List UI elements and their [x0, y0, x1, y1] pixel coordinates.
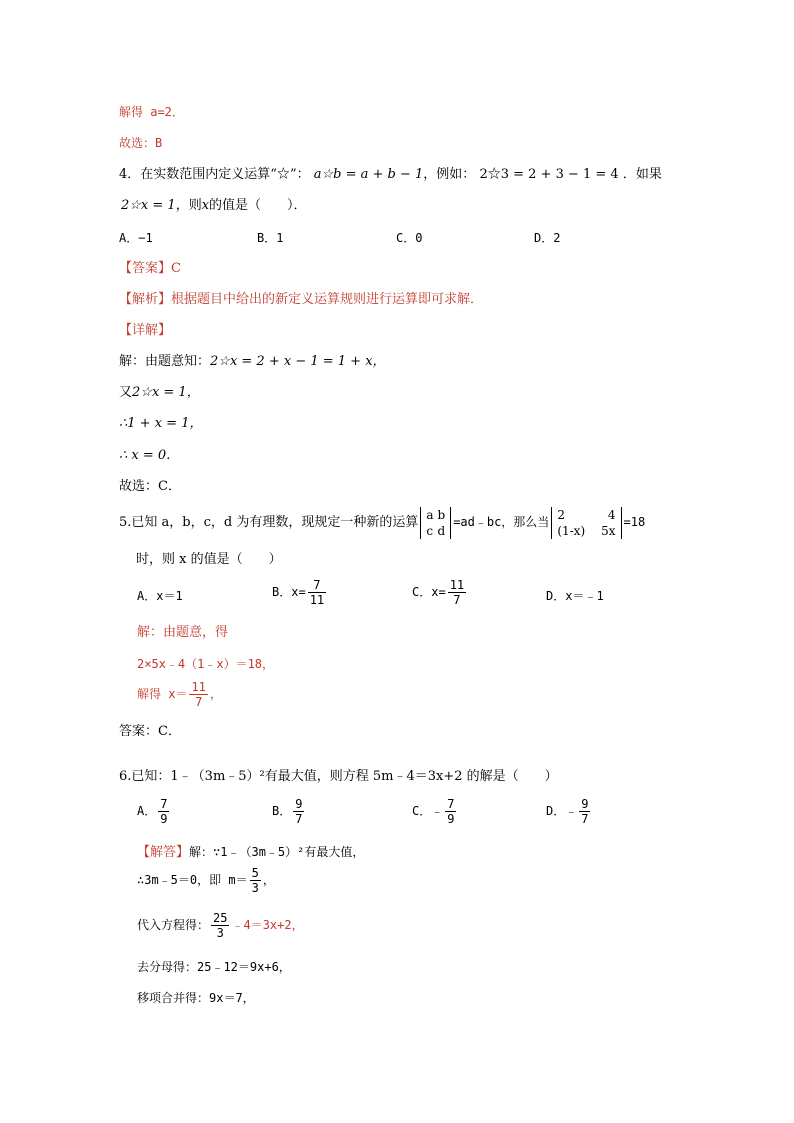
- q4-var-x: x: [201, 198, 210, 213]
- q6-sol-3: [137, 911, 304, 940]
- prev-pick-line: [119, 134, 162, 153]
- q4-definition: a☆b = a + b − 1: [313, 167, 424, 182]
- q6-option-b-fraction: [293, 797, 304, 826]
- q4-step-1-label: 解：由题意知：: [119, 354, 211, 369]
- q6-option-c-fraction: [445, 797, 456, 826]
- q4-answer: 【答案】C: [119, 261, 181, 276]
- prev-pick: 故选：B: [119, 136, 163, 150]
- q5-option-b-den: 11: [309, 593, 325, 607]
- q5-sol-1: 解：由题意，得: [137, 625, 229, 640]
- q4-stem-b: ”：: [289, 167, 310, 182]
- q6-sol-1: 解：∵1﹣（3m﹣5）²有最大值，: [189, 845, 365, 859]
- det1-d: d: [437, 523, 446, 538]
- q5-sol-3-label: 解得 x＝: [137, 687, 188, 701]
- q5-stem-b: =ad﹣bc，那么当: [453, 515, 550, 529]
- det2-d: 5x: [601, 523, 616, 538]
- q6-option-c-den: 9: [447, 812, 455, 826]
- det2-b: 4: [607, 507, 616, 522]
- q4-ask-a: ，则: [175, 198, 202, 213]
- q5-option-d: D．x＝﹣1: [546, 589, 604, 603]
- prev-solve-line: [119, 103, 184, 122]
- q4-example-label: ，例如：: [423, 167, 476, 182]
- q6-sol-2-fraction: [250, 866, 261, 895]
- q6-sol-1-line: [137, 843, 364, 862]
- q6-option-b-num: 9: [295, 797, 303, 811]
- q6-option-d-label: D．﹣: [546, 804, 578, 818]
- det2-c: (1-x): [557, 523, 586, 538]
- q4-stem-2: [121, 197, 307, 215]
- q5-stem-a: 5.已知 a，b，c，d 为有理数，现规定一种新的运算: [119, 515, 419, 530]
- star-symbol: ☆: [276, 167, 290, 182]
- q6-sol-5-text: 移项合并得：9x＝7，: [137, 991, 255, 1005]
- q6-option-d-fraction: [579, 797, 590, 826]
- q5-sol-3-num: 11: [191, 680, 206, 694]
- q4-step-1-math: 2☆x = 2 + x − 1 = 1 + x，: [210, 354, 386, 369]
- q6-option-d: [546, 797, 592, 826]
- q4-option-c: C．0: [396, 231, 423, 245]
- q4-detail-title: 【详解】: [119, 323, 172, 338]
- q5-option-b-fraction: [308, 578, 326, 607]
- q6-sol-5: [137, 989, 255, 1007]
- q5-sol-3: [137, 680, 222, 709]
- q4-option-b: B．1: [257, 231, 284, 245]
- q6-option-c: [412, 797, 458, 826]
- q4-step-2-label: 又: [119, 385, 133, 400]
- q5-stem-d: 时，则 x 的值是（ ）: [136, 552, 282, 567]
- q4-example-tail: ．如果: [622, 167, 662, 182]
- q6-sol-2-label: ∴3m﹣5＝0，即 m＝: [137, 873, 248, 887]
- q5-answer: 答案：C．: [119, 724, 181, 739]
- q4-step-1: [119, 353, 386, 371]
- q4-analysis: 【解析】根据题目中给出的新定义运算规则进行运算即可求解．: [119, 292, 484, 307]
- q5-determinant-2: [551, 507, 621, 539]
- q6-sol-2-tail: ，: [262, 873, 275, 887]
- q6-sol-2-num: 5: [251, 866, 259, 880]
- q6-option-d-den: 7: [581, 812, 589, 826]
- q5-option-a: A．x＝1: [137, 589, 183, 603]
- q6-sol-tag: 【解答】: [137, 845, 190, 860]
- q6-option-b: [272, 797, 306, 826]
- q6-option-c-num: 7: [447, 797, 455, 811]
- q4-step-4: ∴ x = 0．: [119, 448, 180, 463]
- q6-sol-3-label: 代入方程得：: [137, 918, 210, 932]
- q5-option-c-den: 7: [453, 593, 461, 607]
- q6-option-a-fraction: [158, 797, 169, 826]
- q6-option-a-label: A．: [137, 804, 157, 818]
- q5-stem: [119, 505, 645, 540]
- q6-sol-4-text: 去分母得：25﹣12＝9x+6，: [137, 960, 291, 974]
- det1-c: c: [426, 523, 434, 538]
- q5-option-c-num: 11: [449, 578, 465, 592]
- q4-option-d: D．2: [534, 231, 561, 245]
- q4-step-3: ∴1 + x = 1，: [119, 416, 203, 431]
- q6-option-b-den: 7: [295, 812, 303, 826]
- q5-sol-2: 2×5x﹣4（1﹣x）＝18，: [137, 657, 275, 671]
- q5-stem-c: =18: [623, 515, 646, 529]
- q4-stem: [119, 166, 662, 184]
- q5-option-c-fraction: [448, 578, 466, 607]
- q4-example: 2☆3 = 2 + 3 − 1 = 4: [479, 167, 619, 182]
- q6-sol-3-num: 25: [213, 911, 228, 925]
- q5-option-c-label: C．x=: [412, 585, 446, 599]
- q6-sol-3-den: 3: [216, 926, 224, 940]
- q4-step-2-math: 2☆x = 1，: [132, 385, 200, 400]
- q5-option-c: [412, 578, 468, 607]
- det1-b: b: [437, 507, 446, 522]
- q6-sol-2: [137, 866, 275, 895]
- q6-sol-3-fraction: [211, 911, 229, 940]
- q4-ask-b: 的值是（ ）．: [209, 198, 307, 213]
- q4-pick: 故选：C．: [119, 479, 181, 494]
- q5-option-b-num: 7: [308, 578, 326, 593]
- q6-option-d-num: 9: [581, 797, 589, 811]
- q5-sol-3-fraction: [189, 680, 207, 709]
- q4-step-2: [119, 384, 200, 402]
- q6-sol-4: [137, 958, 291, 976]
- q5-sol-3-den: 7: [195, 695, 203, 709]
- q5-determinant-1: [420, 507, 451, 539]
- q6-option-c-label: C．﹣: [412, 804, 444, 818]
- q6-option-a-num: 7: [160, 797, 168, 811]
- q5-option-b-label: B．x=: [272, 585, 306, 599]
- q6-option-b-label: B．: [272, 804, 292, 818]
- prev-solve: 解得 a=2．: [119, 105, 184, 119]
- q4-option-a: A．−1: [119, 231, 153, 245]
- q6-stem: 6.已知：1﹣（3m﹣5）²有最大值，则方程 5m﹣4＝3x+2 的解是（ ）: [119, 769, 558, 784]
- det1-a: a: [426, 507, 434, 522]
- q6-sol-3-tail: ﹣4＝3x+2，: [231, 918, 304, 932]
- q6-option-a-den: 9: [160, 812, 168, 826]
- q4-condition: 2☆x = 1: [121, 198, 176, 213]
- q6-sol-2-den: 3: [251, 881, 259, 895]
- q5-option-b: [272, 578, 328, 607]
- q6-option-a: [137, 797, 171, 826]
- q5-sol-3-tail: ，: [209, 687, 222, 701]
- det2-a: 2: [557, 507, 565, 522]
- q4-stem-a: 4．在实数范围内定义运算“: [119, 167, 277, 182]
